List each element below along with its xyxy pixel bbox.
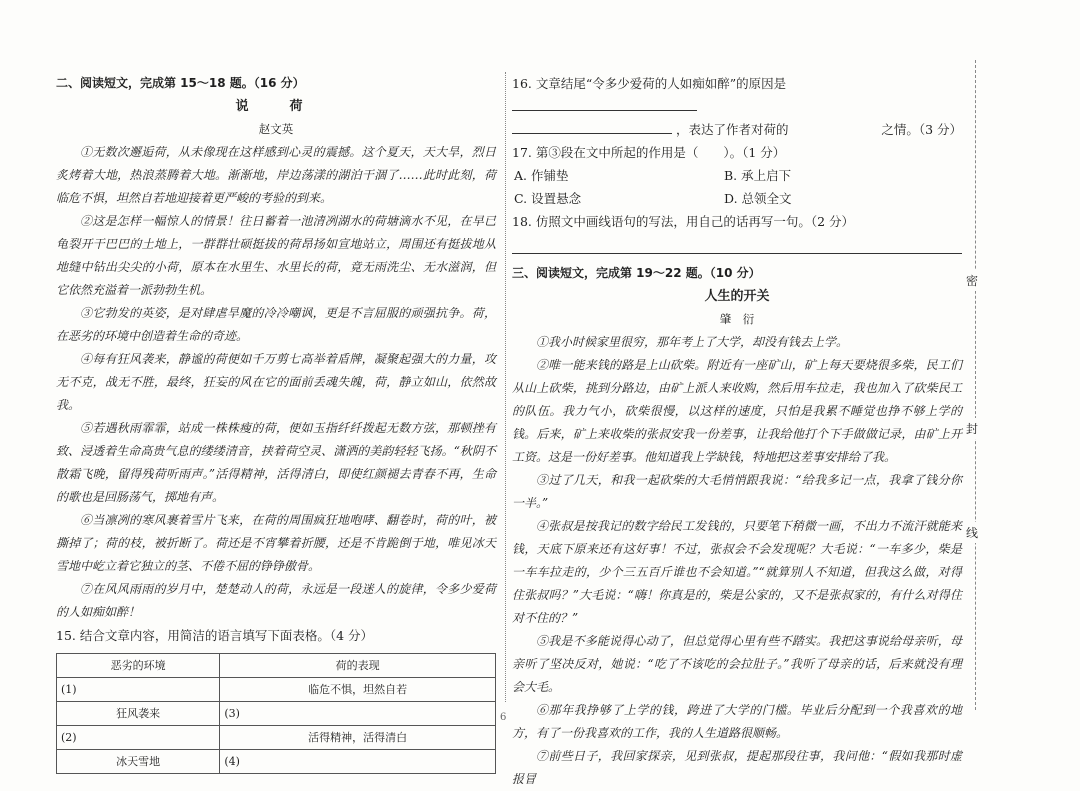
question-17: 17. 第③段在文中所起的作用是（ ）。（1 分）: [512, 145, 786, 160]
paragraph: ⑤若遇秋雨霏霏，站成一株株瘦的荷，便如玉指纤纤拨起无数方弦，那顿挫有致、浸透着生命高贵气息的缕缕清音，挟着荷空灵、潇洒的美韵轻轻飞扬。“秋阴不散霜飞晚，留得残荷听雨声。”活得精神，活得清白，即使红颜褪去青春不再，生命的歌也是回肠荡气，掷地有声。: [56, 421, 496, 504]
article-title: 人生的开关: [704, 289, 770, 304]
paragraph: ③它勃发的英姿，是对肆虐旱魔的冷冷嘲讽，更是不言屈服的顽强抗争。荷，在恶劣的环境中创造着生命的奇迹。: [56, 306, 496, 343]
binding-label-xian: 线: [966, 522, 978, 543]
binding-label-mi: 密: [966, 270, 978, 291]
left-column: [56, 72, 496, 774]
question-16-line2: [512, 118, 962, 141]
table-header: 恶劣的环境: [57, 654, 220, 678]
paragraph: ⑤我是不多能说得心动了，但总觉得心里有些不踏实。我把这事说给母亲听，母亲听了坚决反对，她说：“吃了不该吃的会拉肚子。”我听了母亲的话，后来就没有理会大毛。: [512, 634, 962, 694]
paragraph: ①我小时候家里很穷，那年考上了大学，却没有钱去上学。: [536, 335, 849, 349]
question-16-text: ，表达了作者对荷的: [675, 122, 789, 137]
paragraph: ②唯一能来钱的路是上山砍柴。附近有一座矿山，矿上每天要烧很多柴，民工们从山上砍柴，挑到分路边，由矿上派人来收购，然后用车拉走，我也加入了砍柴民工的队伍。我力气小，砍柴很慢，以这样的速度，只怕是我累不睡觉也挣不够上学的钱。后来，矿上来收柴的张叔安我一份差事，让我给他打个下手做做记录，由矿上开工资。这是一份好差事。他知道我上学缺钱，特地把这差事安排给了我。: [512, 358, 962, 464]
article-title: 说 荷: [235, 99, 317, 114]
paragraph: ①无数次邂逅荷，从未像现在这样感到心灵的震撼。这个夏天，天大旱，烈日炙烤着大地，热浪蒸腾着大地。渐渐地，岸边荡漾的湖泊干涸了……此时此刻，荷临危不惧，坦然自若地迎接着更严峻的考验的到来。: [56, 145, 496, 205]
binding-label-feng: 封: [966, 418, 978, 439]
option-b[interactable]: B. 承上启下: [724, 168, 792, 183]
section-heading: 二、阅读短文，完成第 15～18 题。（16 分）: [56, 76, 305, 90]
question-15: 15. 结合文章内容，用简洁的语言填写下面表格。（4 分）: [56, 628, 374, 643]
question-16-text: 16. 文章结尾“令多少爱荷的人如痴如醉”的原因是: [512, 76, 787, 91]
article-author: 肇 衍: [719, 312, 755, 326]
table-cell: 狂风袭来: [57, 702, 220, 726]
article-author: 赵文英: [258, 122, 294, 136]
option-c[interactable]: C. 设置悬念: [514, 191, 582, 206]
paragraph: ⑦前些日子，我回家探亲，见到张叔，提起那段往事，我问他：“假如我那时虚报冒: [512, 749, 962, 786]
answer-table: [56, 653, 496, 774]
table-cell[interactable]: (4): [220, 750, 496, 774]
question-16: [512, 72, 962, 118]
answer-blank[interactable]: [512, 133, 672, 134]
table-cell: 临危不惧，坦然自若: [220, 678, 496, 702]
right-column: [512, 72, 962, 791]
section-heading: 三、阅读短文，完成第 19～22 题。（10 分）: [512, 266, 761, 280]
table-cell[interactable]: (1): [57, 678, 220, 702]
paragraph: ⑥当凛冽的寒风裹着雪片飞来，在荷的周围疯狂地咆哮、翻卷时，荷的叶，被撕掉了；荷的枝，被折断了。荷还是不宵攀着折腰，还是不肯跪倒于地，唯见冰天雪地中屹立着它独立的茎、不倦不屈的铮铮傲骨。: [56, 513, 496, 573]
paragraph: ④每有狂风袭来，静谧的荷便如千万剪七高举着盾牌，凝聚起强大的力量，攻无不克，战无不胜，最终，狂妄的风在它的面前丢魂失魄，荷，静立如山，依然故我。: [56, 352, 496, 412]
table-header: 荷的表现: [220, 654, 496, 678]
paragraph: ③过了几天，和我一起砍柴的大毛悄悄跟我说：“给我多记一点，我拿了钱分你一半。”: [512, 473, 962, 510]
table-cell[interactable]: (3): [220, 702, 496, 726]
table-cell: 活得精神，活得清白: [220, 726, 496, 750]
table-cell[interactable]: (2): [57, 726, 220, 750]
table-cell: 冰天雪地: [57, 750, 220, 774]
page-number: 6: [500, 712, 507, 723]
answer-blank[interactable]: [512, 110, 697, 111]
option-a[interactable]: A. 作铺垫: [514, 168, 569, 183]
answer-line[interactable]: [512, 235, 962, 254]
question-17-options: [512, 164, 962, 210]
paragraph: ②这是怎样一幅惊人的情景！往日蓄着一池清冽湖水的荷塘滴水不见，在早已龟裂开干巴巴的土地上，一群群壮硕挺拔的荷昂扬如宣地站立，周围还有挺拔地从地缝中钻出尖尖的小荷，原本在水里生、水里长的荷，竟无雨洗尘、无水滋润，但它依然充溢着一派勃勃生机。: [56, 214, 496, 297]
option-d[interactable]: D. 总领全文: [724, 191, 792, 206]
paragraph: ⑥那年我挣够了上学的钱，跨进了大学的门槛。毕业后分配到一个我喜欢的地方，有了一份我喜欢的工作，我的人生道路很顺畅。: [512, 703, 962, 740]
question-16-text: 之情。（3 分）: [881, 122, 962, 137]
column-divider: [505, 72, 506, 702]
paragraph: ④张叔是按我记的数字给民工发钱的，只要笔下稍微一画，不出力不流汗就能来钱，天底下原来还有这好事！不过，张叔会不会发现呢？大毛说：“一车多少，柴是一车车拉走的，少个三五百斤谁也不会知道。”“就算别人不知道，但我这么做，对得住张叔吗？”大毛说：“嗨！你真是的，柴是公家的，又不是张叔家的，有什么对得住对不住的？”: [512, 519, 962, 625]
paragraph: ⑦在风风雨雨的岁月中，楚楚动人的荷，永远是一段迷人的旋律，令多少爱荷的人如痴如醉！: [56, 582, 496, 619]
question-18: 18. 仿照文中画线语句的写法，用自己的话再写一句。（2 分）: [512, 214, 855, 229]
binding-line: [975, 60, 976, 710]
